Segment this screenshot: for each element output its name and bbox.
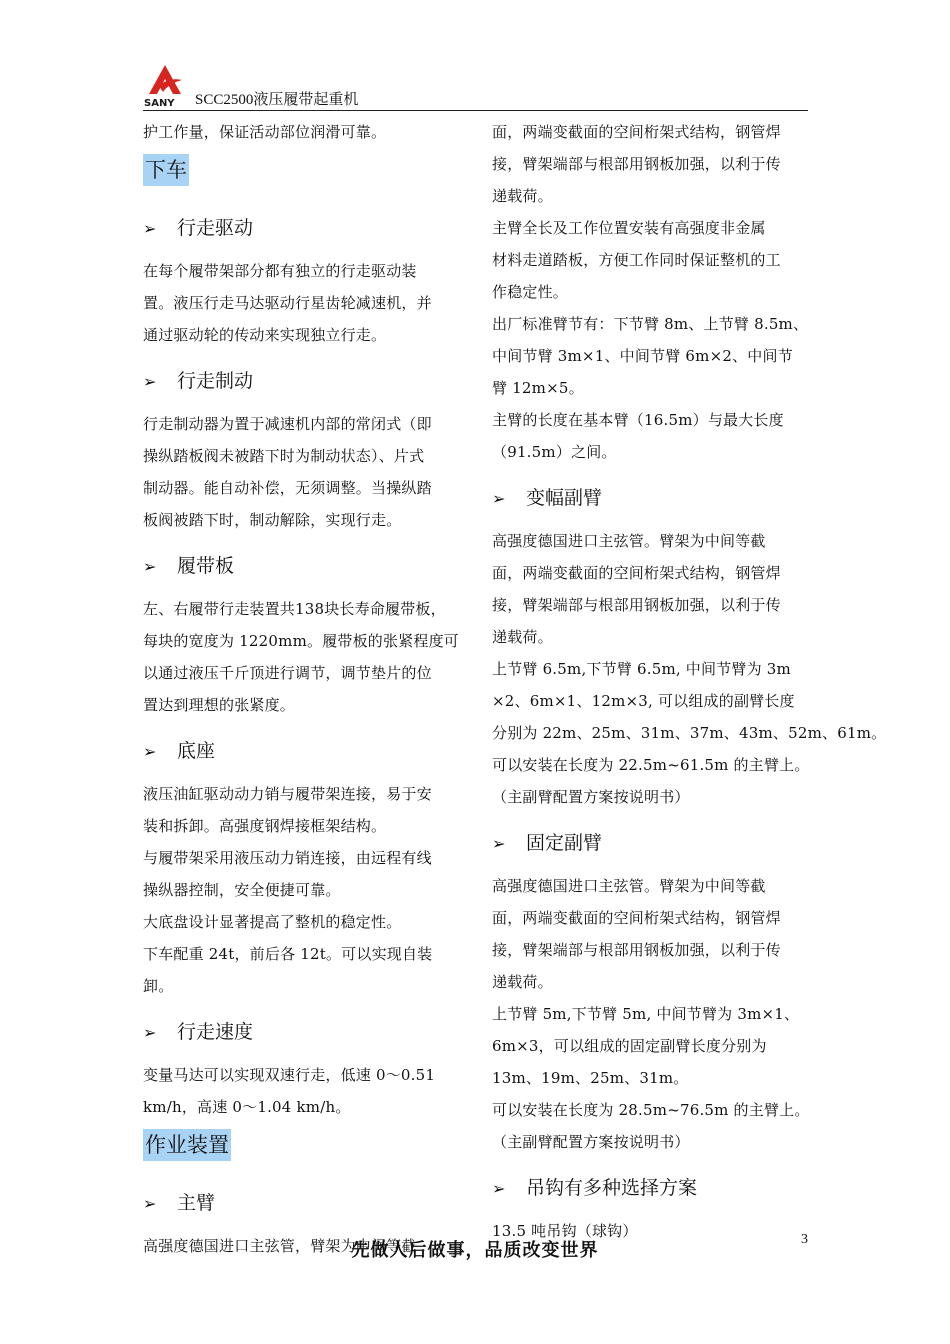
subheading-fixed-jib: ➢ 固定副臂 [492,827,812,860]
text-line: 递载荷。 [492,187,553,205]
text-line: 操纵踏板阀未被踏下时为制动状态）、片式 [143,447,425,465]
text-line: 装和拆卸。高强度钢焊接框架结构。 [143,817,387,835]
right-column [492,116,887,1247]
header-rule [143,110,808,111]
intro-paragraph [143,116,463,148]
text-line: 13m、19m、25m、31m。 [492,1069,689,1087]
paragraph-luffing-jib [492,525,887,813]
subheading-travel-drive: ➢ 行走驱动 [143,212,463,245]
text-line: （91.5m）之间。 [492,443,617,461]
text-line: 卸。 [143,977,174,995]
page-number: 3 [801,1232,808,1247]
footer-slogan: 先做人后做事，品质改变世界 [351,1240,599,1261]
arrow-bullet-icon: ➢ [143,742,157,761]
text-line: 护工作量，保证活动部位润滑可靠。 [143,123,387,141]
paragraph-travel-drive [143,255,463,351]
text-line: 分别为 22m、25m、31m、37m、43m、52m、61m。 [492,724,887,742]
subheading-base: ➢ 底座 [143,735,463,768]
text-line: 面，两端变截面的空间桁架式结构，钢管焊 [492,123,781,141]
subheading-travel-brake: ➢ 行走制动 [143,365,463,398]
text-line: 高强度德国进口主弦管。臂架为中间等截 [492,877,766,895]
subheading-travel-speed: ➢ 行走速度 [143,1016,463,1049]
text-line: 置。液压行走马达驱动行星齿轮减速机，并 [143,294,432,312]
text-line: 行走制动器为置于减速机内部的常闭式（即 [143,415,432,433]
paragraph-track-shoe [143,593,463,721]
text-line: 在每个履带架部分都有独立的行走驱动装 [143,262,417,280]
text-line: 上节臂 6.5m,下节臂 6.5m, 中间节臂为 3m [492,660,791,678]
section-heading-undercarriage: 下车 [143,154,189,186]
left-column [143,116,463,1262]
arrow-bullet-icon: ➢ [492,1179,506,1198]
page-header [143,62,808,112]
subheading-main-boom: ➢ 主臂 [143,1187,463,1220]
text-line: 操纵器控制，安全便捷可靠。 [143,881,341,899]
paragraph-travel-brake [143,408,463,536]
text-line: 下车配重 24t，前后各 12t。可以实现自装 [143,945,433,963]
paragraph-travel-speed [143,1059,463,1123]
text-line: 变量马达可以实现双速行走，低速 0～0.51 [143,1066,436,1084]
text-line: 面，两端变截面的空间桁架式结构，钢管焊 [492,564,781,582]
subheading-luffing-jib: ➢ 变幅副臂 [492,482,812,515]
text-line: 出厂标准臂节有：下节臂 8m、上节臂 8.5m、 [492,315,809,333]
arrow-bullet-icon: ➢ [143,219,157,238]
text-line: 左、右履带行走装置共138块长寿命履带板， [143,600,446,618]
text-line: 接，臂架端部与根部用钢板加强，以利于传 [492,596,781,614]
arrow-bullet-icon: ➢ [492,834,506,853]
text-line: 置达到理想的张紧度。 [143,696,296,714]
text-line: 主臂的长度在基本臂（16.5m）与最大长度 [492,411,784,429]
text-line: 板阀被踏下时，制动解除，实现行走。 [143,511,402,529]
text-line: ×2、6m×1、12m×3, 可以组成的副臂长度 [492,692,795,710]
text-line: （主副臂配置方案按说明书） [492,1133,690,1151]
text-line: 中间节臂 3m×1、中间节臂 6m×2、中间节 [492,347,793,365]
text-line: 大底盘设计显著提高了整机的稳定性。 [143,913,402,931]
subheading-hook-options: ➢ 吊钩有多种选择方案 [492,1172,812,1205]
arrow-bullet-icon: ➢ [143,557,157,576]
text-line: 递载荷。 [492,628,553,646]
text-line: 液压油缸驱动动力销与履带架连接，易于安 [143,785,432,803]
text-line: 通过驱动轮的传动来实现独立行走。 [143,326,387,344]
text-line: 13.5 吨吊钩（球钩） [492,1222,638,1240]
text-line: 面，两端变截面的空间桁架式结构，钢管焊 [492,909,781,927]
text-line: 接，臂架端部与根部用钢板加强，以利于传 [492,941,781,959]
text-line: 每块的宽度为 1220mm。履带板的张紧程度可 [143,632,459,650]
logo-text: SANY [144,98,175,108]
arrow-bullet-icon: ➢ [143,1194,157,1213]
text-line: 制动器。能自动补偿，无须调整。当操纵踏 [143,479,432,497]
text-line: 可以安装在长度为 28.5m~76.5m 的主臂上。 [492,1101,810,1119]
subheading-track-shoe: ➢ 履带板 [143,550,463,583]
text-line: 高强度德国进口主弦管。臂架为中间等截 [492,532,766,550]
text-line: 6m×3，可以组成的固定副臂长度分别为 [492,1037,767,1055]
text-line: 与履带架采用液压动力销连接，由远程有线 [143,849,432,867]
text-line: （主副臂配置方案按说明书） [492,788,690,806]
text-line: km/h，高速 0～1.04 km/h。 [143,1098,351,1116]
section-heading-working-device: 作业装置 [143,1129,231,1161]
text-line: 以通过液压千斤顶进行调节，调节垫片的位 [143,664,432,682]
arrow-bullet-icon: ➢ [143,1023,157,1042]
text-line: 主臂全长及工作位置安装有高强度非金属 [492,219,766,237]
text-line: 作稳定性。 [492,283,569,301]
document-title: SCC2500液压履带起重机 [195,92,359,108]
paragraph-fixed-jib [492,870,812,1158]
sany-logo-icon [143,62,187,108]
text-line: 接，臂架端部与根部用钢板加强，以利于传 [492,155,781,173]
text-line: 高强度德国进口主弦管，臂架为中间等截 [143,1237,417,1255]
text-line: 臂 12m×5。 [492,379,584,397]
text-line: 可以安装在长度为 22.5m~61.5m 的主臂上。 [492,756,810,774]
text-line: 材料走道踏板，方便工作同时保证整机的工 [492,251,781,269]
arrow-bullet-icon: ➢ [143,372,157,391]
text-line: 递载荷。 [492,973,553,991]
paragraph-main-boom-continued [492,116,812,468]
text-line: 上节臂 5m,下节臂 5m, 中间节臂为 3m×1、 [492,1005,800,1023]
paragraph-base [143,778,463,1002]
arrow-bullet-icon: ➢ [492,489,506,508]
